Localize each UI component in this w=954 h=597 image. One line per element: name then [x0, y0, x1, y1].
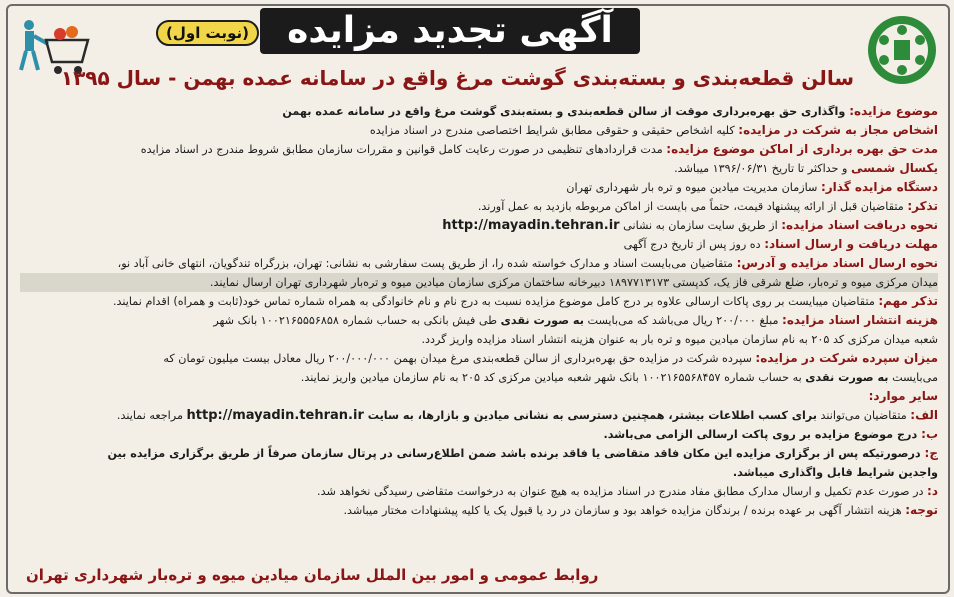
- round-badge: (نوبت اول): [156, 20, 259, 46]
- municipality-logo-icon: [866, 14, 938, 86]
- text-line: [20, 330, 938, 349]
- body-text: [20, 102, 938, 520]
- text-line: [20, 444, 938, 463]
- subtitle: سالن قطعه‌بندی و بسته‌بندی گوشت مرغ واقع در سامانه عمده بهمن - سال ۱۳۹۵: [60, 66, 854, 90]
- line-text: سازمان مدیریت میادین میوه و تره بار شهرداری تهران: [566, 181, 821, 194]
- text-line: [20, 235, 938, 254]
- line-text: سپرده شرکت در مزایده حق بهره‌برداری از سالن قطعه‌بندی مرغ میدان بهمن ۲۰۰/۰۰۰/۰۰۰ ریال معادل بیست میلیون تومان که: [163, 352, 756, 365]
- text-line: [20, 482, 938, 501]
- line-label: مدت حق بهره برداری از اماکن موضوع مزایده:: [666, 142, 938, 156]
- website-link[interactable]: http://mayadin.tehran.ir: [186, 408, 364, 423]
- line-label: یکسال شمسی: [851, 161, 938, 175]
- line-label: هزینه انتشار اسناد مزایده:: [782, 313, 938, 327]
- line-emphasis: به صورت نقدی: [805, 371, 889, 384]
- text-line: [20, 349, 938, 368]
- line-text: ده روز پس از تاریخ درج آگهی: [623, 238, 765, 251]
- line-label: اشخاص مجاز به شرکت در مزایده:: [738, 123, 938, 137]
- line-label: مهلت دریافت و ارسال اسناد:: [764, 237, 938, 251]
- line-label: الف:: [910, 408, 938, 422]
- line-label: تذکر:: [907, 199, 938, 213]
- line-label: د:: [927, 484, 938, 498]
- line-label: نحوه دریافت اسناد مزایده:: [781, 218, 938, 232]
- line-text: متقاضیان می‌توانند: [816, 409, 911, 422]
- line-text-continued: طی فیش بانکی به حساب شماره ۱۰۰۲۱۶۵۵۵۶۸۵۸ بانک شهر: [213, 314, 501, 327]
- text-line: [20, 121, 938, 140]
- text-line: [20, 159, 938, 178]
- text-line: [20, 368, 938, 387]
- text-line: [20, 273, 938, 292]
- line-label: توجه:: [905, 503, 938, 517]
- line-emphasis: برای کسب اطلاعات بیشتر، همچنین دسترسی به نشانی میادین و بازارها، به سایت: [363, 409, 817, 422]
- line-text: مدت قراردادهای تنظیمی در صورت رعایت کامل قوانین و مقررات سازمان مطابق شروط مندرج در اسناد مزایده: [140, 143, 667, 156]
- line-label: ج:: [924, 446, 938, 460]
- line-text: متقاضیان قبل از ارائه پیشنهاد قیمت، حتماً می بایست از اماکن مربوطه بازدید به عمل آورند.: [477, 200, 908, 213]
- line-text: درج موضوع مزایده بر روی پاکت ارسالی الزامی می‌باشد.: [603, 428, 922, 441]
- line-label: ب:: [921, 427, 938, 441]
- text-line: [20, 102, 938, 121]
- text-line: [20, 387, 938, 406]
- page-title: آگهی تجدید مزایده: [260, 8, 640, 54]
- line-text: واجدین شرایط قابل واگذاری میباشد.: [732, 466, 938, 479]
- text-line: [20, 140, 938, 159]
- text-line: [20, 216, 938, 235]
- line-emphasis: به صورت نقدی: [500, 314, 584, 327]
- line-text: می‌بایست: [888, 371, 938, 384]
- line-text-continued: به حساب شماره ۱۰۰۲۱۶۵۵۶۸۴۵۷ بانک شهر شعبه میادین مرکزی کد ۲۰۵ به نام سازمان میادین واریز نمایند.: [300, 371, 806, 384]
- website-link[interactable]: http://mayadin.tehran.ir: [442, 218, 620, 233]
- line-text: هزینه انتشار آگهی بر عهده برنده / برندگان مزایده خواهد بود و سازمان در رد یا قبول یک یا کلیه پیشنهادات مختار میباشد.: [343, 504, 906, 517]
- line-text: مبلغ ۲۰۰/۰۰۰ ریال می‌باشد که می‌بایست: [583, 314, 783, 327]
- line-label: نحوه ارسال اسناد مزایده و آدرس:: [736, 256, 938, 270]
- line-text: درصورتیکه پس از برگزاری مزایده این مکان فاقد متقاضی یا فاقد برنده باشد ضمن اطلاع‌رسانی در پرتال سازمان صرفاً از طریق برگزاری مزایده بین: [107, 447, 925, 460]
- text-line: [20, 501, 938, 520]
- text-line: [20, 406, 938, 425]
- text-line: [20, 197, 938, 216]
- text-line: [20, 254, 938, 273]
- line-text: متقاضیان میبایست بر روی پاکات ارسالی علاوه بر درج کامل موضوع مزایده نسبت به درج نام و نام خانوادگی به همراه شماره تماس خود(ثابت و همراه) اقدام نمایند.: [112, 295, 879, 308]
- line-text: در صورت عدم تکمیل و ارسال مدارک مطابق مفاد مندرج در اسناد مزایده به هیچ عنوان به درخواست متقاضی رسیدگی نخواهد شد.: [317, 485, 928, 498]
- line-text: از طریق سایت سازمان به نشانی: [619, 219, 782, 232]
- text-line: [20, 292, 938, 311]
- line-text: میدان مرکزی میوه و تره‌بار، ضلع شرقی فاز یک، کدپستی ۱۸۹۷۷۱۳۱۷۳ دبیرخانه ساختمان مرکزی سازمان میادین میوه و تره‌بار شهرداری تهران ارسال نمایند.: [209, 276, 938, 289]
- text-line: [20, 463, 938, 482]
- text-line: [20, 311, 938, 330]
- line-text: کلیه اشخاص حقیقی و حقوقی مطابق شرایط اختصاصی مندرج در اسناد مزایده: [369, 124, 739, 137]
- line-text: و حداکثر تا تاریخ ۱۳۹۶/۰۶/۳۱ میباشد.: [674, 162, 851, 175]
- line-text: شعبه میدان مرکزی کد ۲۰۵ به نام سازمان میادین میوه و تره بار به عنوان هزینه انتشار اسناد مزایده واریز گردد.: [421, 333, 938, 346]
- line-label: دستگاه مزایده گذار:: [820, 180, 938, 194]
- footer-signature: روابط عمومی و امور بین الملل سازمان میادین میوه و تره‌بار شهرداری تهران: [26, 566, 599, 584]
- line-label: میزان سپرده شرکت در مزایده:: [755, 351, 938, 365]
- line-label: موضوع مزایده:: [849, 104, 938, 118]
- text-line: [20, 425, 938, 444]
- line-label: تذکر مهم:: [878, 294, 938, 308]
- line-text-continued: مراجعه نمایند.: [116, 409, 187, 422]
- line-label: سایر موارد:: [868, 389, 938, 403]
- line-text: متقاضیان می‌بایست اسناد و مدارک خواسته شده را، از طریق پست سفارشی به نشانی: تهران، بزرگراه تندگویان، انتهای خانی آباد نو،: [117, 257, 737, 270]
- text-line: [20, 178, 938, 197]
- line-text: واگذاری حق بهره‌برداری موقت از سالن قطعه‌بندی و بسته‌بندی گوشت مرغ واقع در سامانه عمده بهمن: [282, 105, 850, 118]
